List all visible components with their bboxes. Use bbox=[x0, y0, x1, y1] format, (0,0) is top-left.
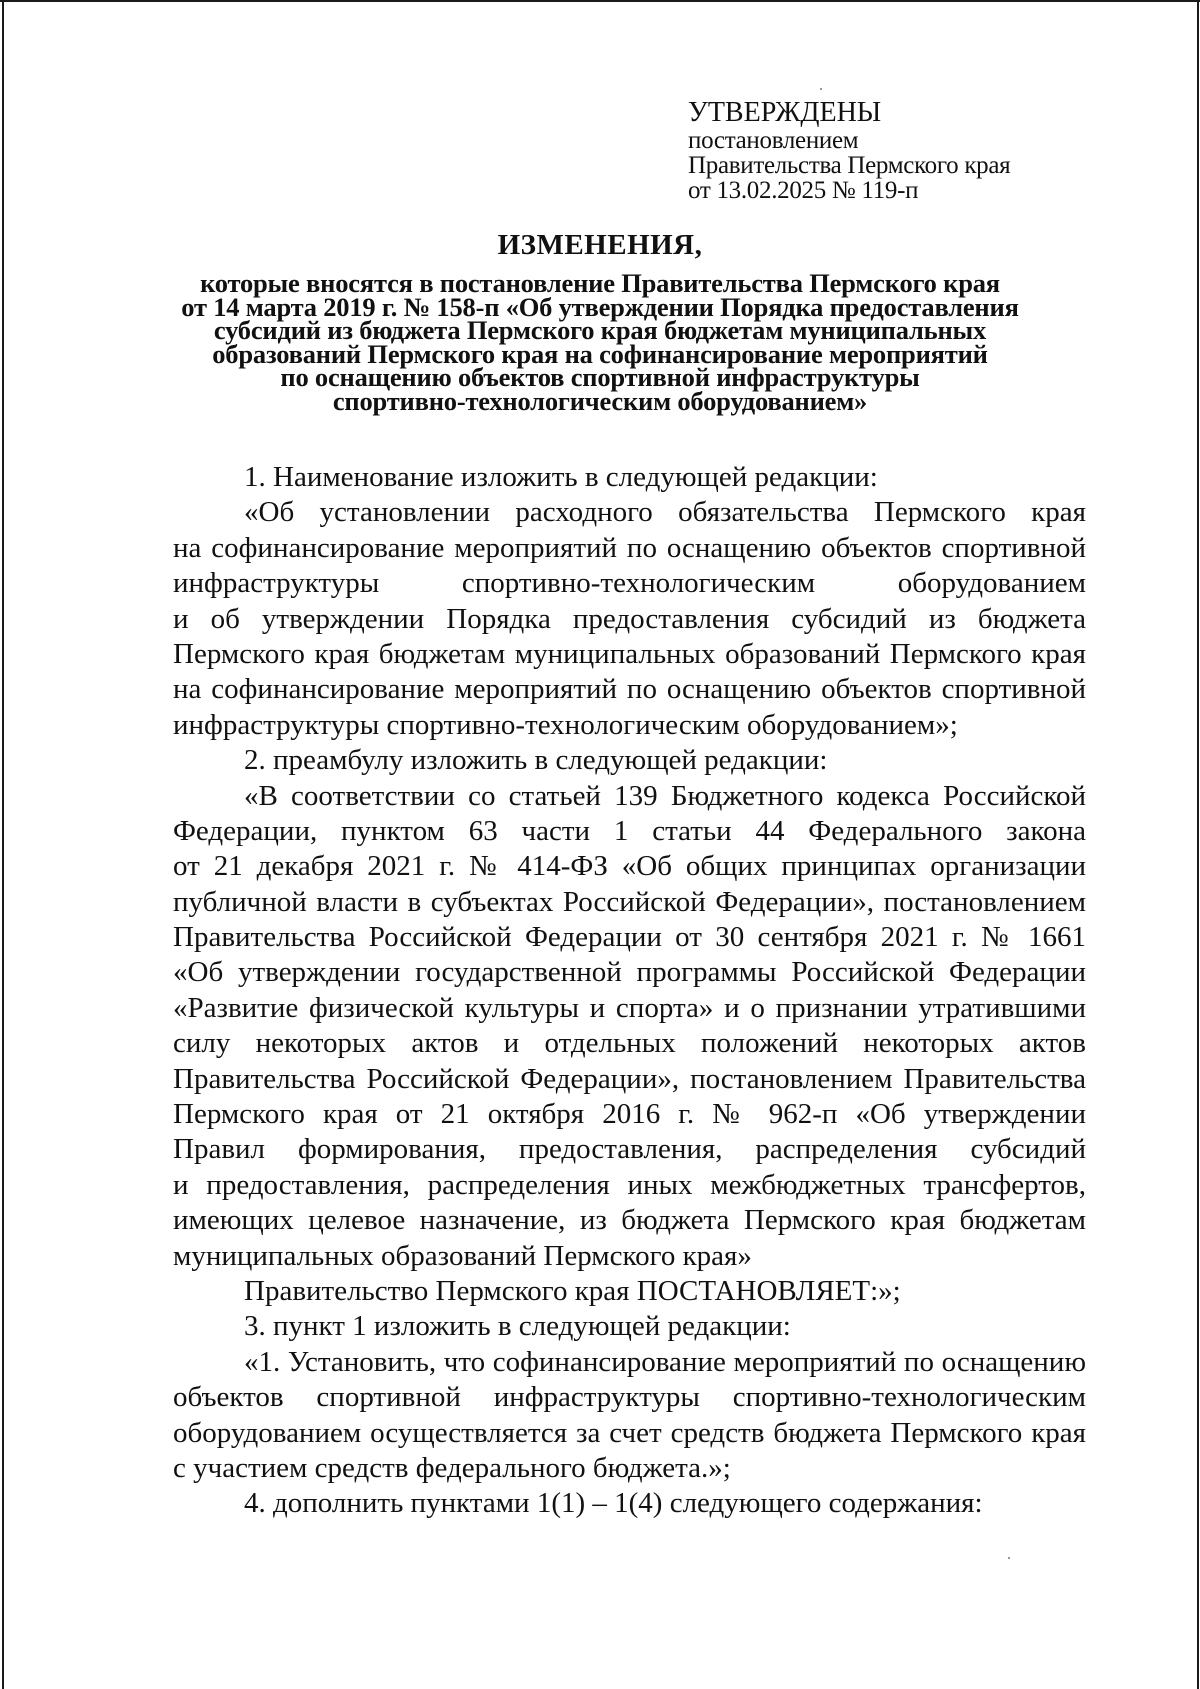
body-line: Правительства Российской Федерации», постановлением Правительства bbox=[173, 1062, 1086, 1095]
body-line: Правительства Российской Федерации от 30 сентября 2021 г. № 1661 bbox=[173, 921, 1086, 954]
subtitle-line: спортивно-технологическим оборудованием» bbox=[332, 385, 868, 416]
body-line: Правительство Пермского края ПОСТАНОВЛЯЕТ:»; bbox=[244, 1274, 901, 1307]
body-line: на софинансирование мероприятий по оснащению объектов спортивной bbox=[173, 673, 1086, 706]
body-line: Федерации, пунктом 63 части 1 статьи 44 Федерального закона bbox=[173, 814, 1086, 847]
body-line: силу некоторых актов и отдельных положений некоторых актов bbox=[173, 1027, 1086, 1060]
subtitle-line: по оснащению объектов спортивной инфраструктуры bbox=[280, 362, 920, 392]
approval-line: Правительства Пермского края bbox=[688, 152, 1011, 179]
paragraph-heading-1: 1. Наименование изложить в следующей редакции: bbox=[244, 461, 878, 493]
document-subtitle bbox=[150, 268, 1050, 416]
body-line: и об утверждении Порядка предоставления субсидий из бюджета bbox=[173, 602, 1086, 635]
body-line: от 21 декабря 2021 г. № 414-ФЗ «Об общих принципах организации bbox=[173, 850, 1086, 883]
body-line: муниципальных образований Пермского края» bbox=[173, 1239, 752, 1272]
subtitle-line: которые вносятся в постановление Правительства Пермского края bbox=[200, 268, 1000, 298]
scan-speck bbox=[1008, 1557, 1010, 1559]
body-line: оборудованием осуществляется за счет средств бюджета Пермского края bbox=[173, 1416, 1086, 1449]
body-line: «1. Установить, что софинансирование мероприятий по оснащению bbox=[244, 1345, 1086, 1378]
subtitle-line: от 14 марта 2019 г. № 158-п «Об утверждении Порядка предоставления bbox=[181, 291, 1019, 322]
body-line: с участием средств федерального бюджета.»; bbox=[173, 1451, 731, 1484]
paragraph-heading-3: 3. пункт 1 изложить в следующей редакции: bbox=[244, 1310, 791, 1343]
body-line: «Развитие физической культуры и спорта» и о признании утратившими bbox=[173, 991, 1086, 1024]
body-line: Правил формирования, предоставления, распределения субсидий bbox=[173, 1133, 1086, 1166]
body-line: и предоставления, распределения иных межбюджетных трансфертов, bbox=[173, 1168, 1086, 1201]
document-body bbox=[173, 460, 1086, 1522]
subtitle-line: образований Пермского края на софинансирование мероприятий bbox=[212, 338, 988, 369]
body-line: «Об утверждении государственной программы Российской Федерации bbox=[173, 956, 1086, 989]
body-line: публичной власти в субъектах Российской Федерации», постановлением bbox=[173, 885, 1086, 918]
paragraph-heading-2: 2. преамбулу изложить в следующей редакции: bbox=[244, 744, 828, 777]
paragraph-heading-4: 4. дополнить пунктами 1(1) – 1(4) следующего содержания: bbox=[244, 1487, 983, 1520]
body-line: «В соответствии со статьей 139 Бюджетного кодекса Российской bbox=[244, 779, 1086, 812]
body-line: Пермского края бюджетам муниципальных образований Пермского края bbox=[173, 637, 1086, 670]
subtitle-line: субсидий из бюджета Пермского края бюджетам муниципальных bbox=[213, 315, 987, 345]
body-line: инфраструктуры спортивно-технологическим оборудованием»; bbox=[173, 708, 958, 741]
body-line: Пермского края от 21 октября 2016 г. № 962-п «Об утверждении bbox=[173, 1098, 1086, 1131]
scan-edge-top bbox=[0, 0, 1200, 2]
approval-line: постановлением bbox=[688, 127, 859, 154]
document-title: ИЗМЕНЕНИЯ, bbox=[497, 229, 703, 261]
approval-line: от 13.02.2025 № 119-п bbox=[688, 177, 919, 204]
body-line: «Об установлении расходного обязательства Пермского края bbox=[244, 496, 1086, 529]
body-line: имеющих целевое назначение, из бюджета Пермского края бюджетам bbox=[173, 1204, 1086, 1237]
approval-block bbox=[688, 98, 1158, 203]
body-line: на софинансирование мероприятий по оснащению объектов спортивной bbox=[173, 531, 1086, 564]
scan-speck bbox=[820, 88, 822, 90]
body-line: инфраструктуры спортивно-технологическим оборудованием bbox=[173, 567, 1086, 600]
body-line: объектов спортивной инфраструктуры спортивно-технологическим bbox=[173, 1381, 1086, 1414]
approval-title: УТВЕРЖДЕНЫ bbox=[688, 97, 882, 128]
